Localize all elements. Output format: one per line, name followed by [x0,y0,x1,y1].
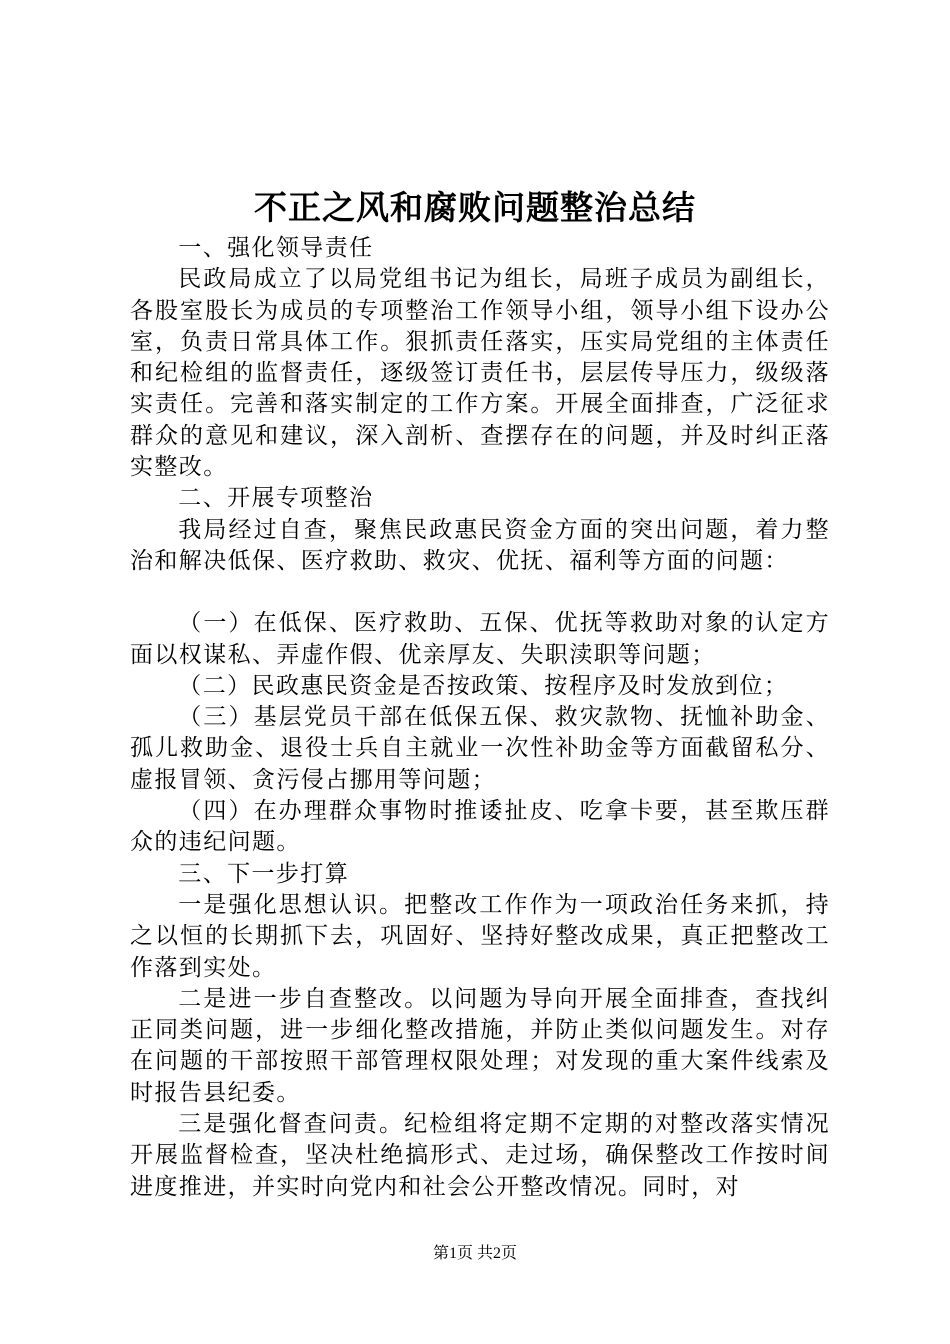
document-title: 不正之风和腐败问题整治总结 [254,188,696,227]
list-item: （三）基层党员干部在低保五保、救灾款物、抚恤补助金、孤儿救助金、退役士兵自主就业一次性补助金等方面截留私分、虚报冒领、贪污侵占挪用等问题； [130,704,830,793]
section-heading-1: 一、强化领导责任 [178,235,374,261]
list-item: （四）在办理群众事物时推诿扯皮、吃拿卡要，甚至欺压群众的违纪问题。 [130,798,830,856]
paragraph: 三是强化督查问责。纪检组将定期不定期的对整改落实情况开展监督检查，坚决杜绝搞形式、走过场，确保整改工作按时间进度推进，并实时向党内和社会公开整改情况。同时，对 [130,1111,830,1200]
document-body [130,233,830,1203]
paragraph: 二是进一步自查整改。以问题为导向开展全面排查，查找纠正同类问题，进一步细化整改措施，并防止类似问题发生。对存在问题的干部按照干部管理权限处理；对发现的重大案件线索及时报告县纪委。 [130,985,830,1106]
section-heading-3: 三、下一步打算 [178,860,350,887]
list-item: （二）民政惠民资金是否按政策、按程序及时发放到位； [178,672,789,699]
paragraph: 民政局成立了以局党组书记为组长，局班子成员为副组长，各股室股长为成员的专项整治工作领导小组，领导小组下设办公室，负责日常具体工作。狠抓责任落实，压实局党组的主体责任和纪检组的监督责任，逐级签订责任书，层层传导压力，级级落实责任。完善和落实制定的工作方案。开展全面排查，广泛征求群众的意见和建议，深入剖析、查摆存在的问题，并及时纠正落实整改。 [130,266,830,481]
list-item: （一）在低保、医疗救助、五保、优抚等救助对象的认定方面以权谋私、弄虚作假、优亲厚友、失职渎职等问题； [130,610,830,668]
paragraph: 一是强化思想认识。把整改工作作为一项政治任务来抓，持之以恒的长期抓下去，巩固好、坚持好整改成果，真正把整改工作落到实处。 [130,891,830,981]
section-heading-2: 二、开展专项整治 [178,485,374,512]
paragraph: 我局经过自查，聚焦民政惠民资金方面的突出问题，着力整治和解决低保、医疗救助、救灾、优抚、福利等方面的问题： [130,516,830,574]
page-number: 第1页 共2页 [432,1245,517,1262]
